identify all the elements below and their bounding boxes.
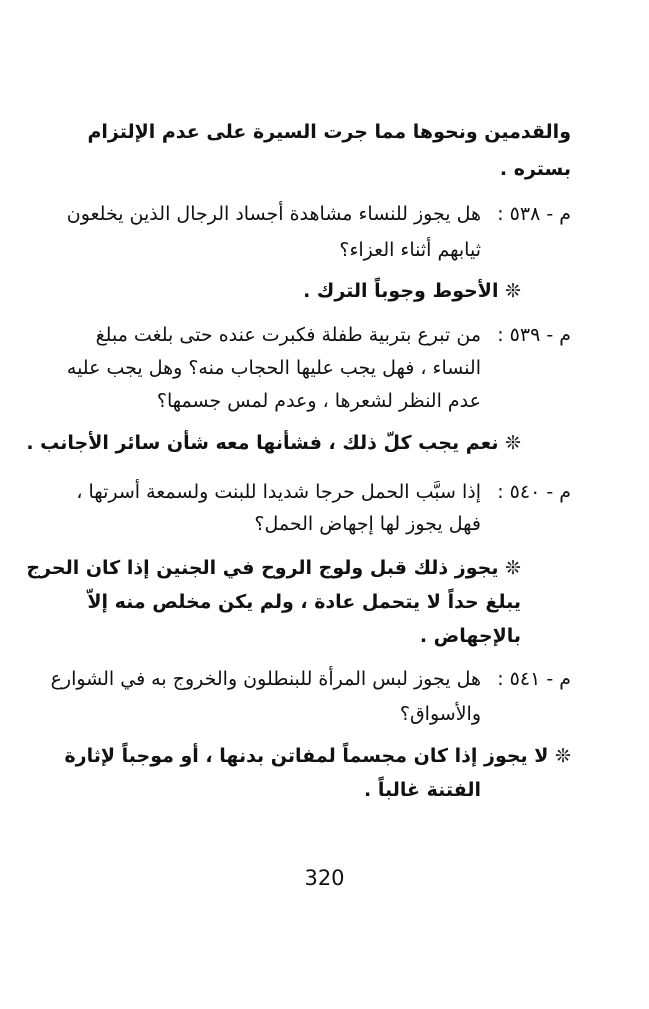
answer-541-line-1: ❊ لا يجوز إذا كان مجسماً لمفاتن بدنها ، أو موجباً لإثارة	[64, 745, 571, 767]
question-539-line-2: النساء ، فهل يجب عليها الحجاب منه؟ وهل يجب عليه	[66, 357, 481, 379]
answer-540-line-2: يبلغ حداً لا يتحمل عادة ، ولم يكن مخلص منه إلاّ	[87, 591, 521, 613]
question-539-line-3: عدم النظر لشعرها ، وعدم لمس جسمها؟	[156, 390, 481, 412]
question-539-number: م - ٥٣٩ :	[497, 324, 571, 346]
answer-540-line-3: بالإجهاض .	[419, 625, 521, 647]
page-number: 320	[304, 866, 345, 890]
question-541-line-2: والأسواق؟	[399, 703, 481, 725]
question-540-line-1: إذا سبَّب الحمل حرجا شديدا للبنت ولسمعة أسرتها ،	[76, 481, 481, 503]
answer-540-line-1: ❊ يجوز ذلك قبل ولوج الروح في الجنين إذا كان الحرج	[26, 557, 521, 579]
question-540-line-2: فهل يجوز لها إجهاض الحمل؟	[254, 513, 481, 535]
answer-539-line-1: ❊ نعم يجب كلّ ذلك ، فشأنها معه شأن سائر الأجانب .	[26, 432, 521, 454]
continuation-line-1: والقدمين ونحوها مما جرت السيرة على عدم الإلتزام	[87, 121, 571, 143]
question-539-line-1: من تبرع بتربية طفلة فكبرت عنده حتى بلغت مبلغ	[95, 324, 481, 346]
answer-538-line-1: ❊ الأحوط وجوباً الترك .	[303, 280, 521, 302]
continuation-line-2: بستره .	[499, 158, 571, 180]
question-541-line-1: هل يجوز لبس المرأة للبنطلون والخروج به في الشوارع	[50, 668, 481, 690]
question-541-number: م - ٥٤١ :	[497, 668, 571, 690]
answer-541-line-2: الفتنة غالباً .	[364, 779, 481, 801]
question-538-line-2: ثيابهم أثناء العزاء؟	[339, 239, 481, 261]
question-538-line-1: هل يجوز للنساء مشاهدة أجساد الرجال الذين يخلعون	[66, 203, 481, 225]
question-540-number: م - ٥٤٠ :	[497, 481, 571, 503]
question-538-number: م - ٥٣٨ :	[497, 203, 571, 225]
